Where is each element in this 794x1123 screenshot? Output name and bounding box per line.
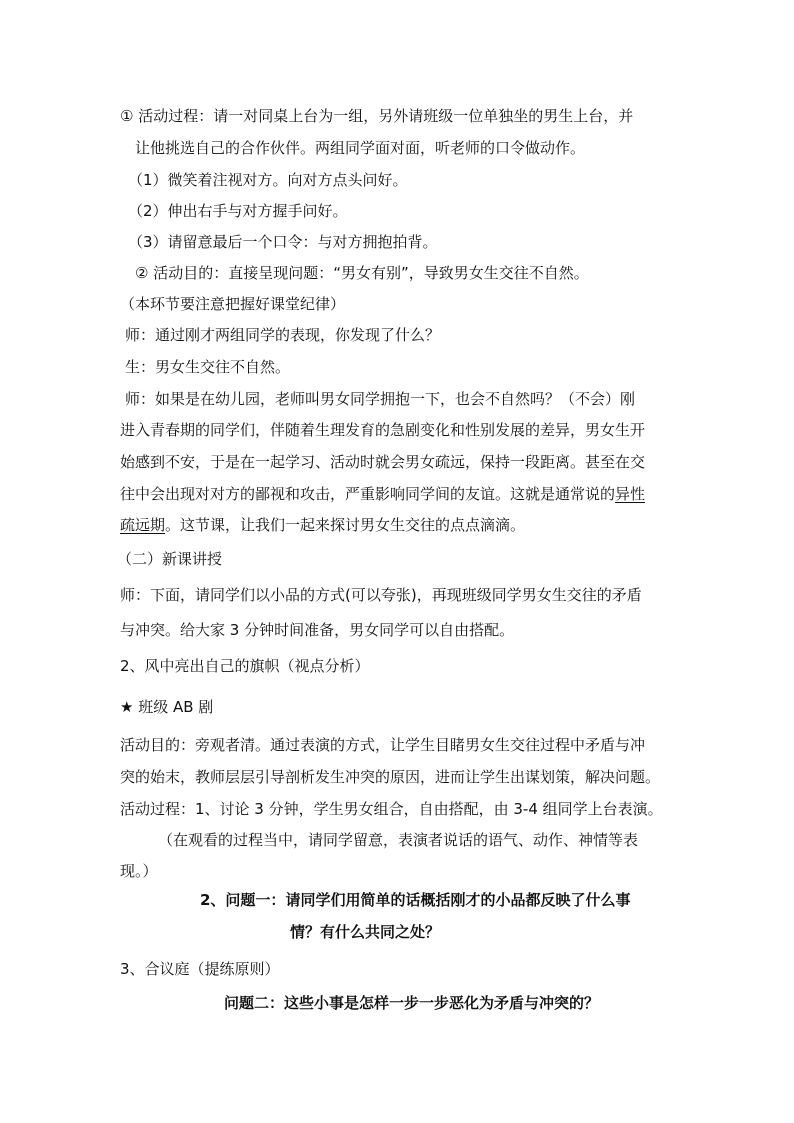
teacher-explanation-line-3: 始感到不安，于是在一起学习、活动时就会男女疏远，保持一段距离。甚至在交 [120, 453, 646, 471]
teacher-instruction-line-1: 师：下面，请同学们以小品的方式(可以夸张)，再现班级同学男女生交往的矛盾 [120, 586, 642, 604]
explanation-text: 往中会出现对对方的鄙视和攻击，严重影响同学间的友谊。这就是通常说的 [120, 485, 616, 503]
teacher-explanation-line-1: 师：如果是在幼儿园，老师叫男女同学拥抱一下，也会不自然吗？（不会）刚 [125, 390, 636, 408]
question-two: 问题二：这些小事是怎样一步一步恶化为矛盾与冲突的？ [224, 994, 600, 1012]
step-3: （3）请留意最后一个口令：与对方拥抱拍背。 [128, 233, 438, 251]
discipline-note: （本环节要注意把握好课堂纪律） [120, 295, 346, 313]
activity-purpose: ② 活动目的：直接呈现问题：“男女有别”，导致男女生交往不自然。 [135, 264, 589, 282]
explanation-text: 。这节课，让我们一起来探讨男女生交往的点点滴滴。 [165, 516, 526, 534]
observation-note-line-2: 现。） [120, 862, 158, 880]
observation-note-line-1: （在观看的过程当中，请同学留意，表演者说话的语气、动作、神情等表 [158, 831, 639, 849]
teacher-explanation-line-5 [120, 515, 525, 535]
teacher-question: 师：通过刚才两组同学的表现，你发现了什么？ [125, 326, 441, 344]
teacher-instruction-line-2: 与冲突。给大家 3 分钟时间准备，男女同学可以自由搭配。 [120, 621, 515, 639]
question-one-line-1: 2、问题一：请同学们用简单的话概括刚才的小品都反映了什么事 [200, 891, 631, 909]
section-heading-new-lesson: （二）新课讲授 [117, 550, 223, 568]
step-1: （1）微笑着注视对方。向对方点头问好。 [128, 171, 408, 189]
section-heading-viewpoint: 2、风中亮出自己的旗帜（视点分析） [120, 657, 370, 675]
activity-procedure: 活动过程：1、讨论 3 分钟，学生男女组合，自由搭配，由 3-4 组同学上台表演。 [120, 800, 663, 818]
student-answer: 生：男女生交往不自然。 [125, 358, 291, 376]
activity-process-line-2: 让他挑选自己的合作伙伴。两组同学面对面，听老师的口令做动作。 [135, 139, 586, 157]
step-2: （2）伸出右手与对方握手问好。 [128, 202, 348, 220]
teacher-explanation-line-2: 进入青春期的同学们，伴随着生理发育的急剧变化和性别发展的差异，男女生开 [120, 421, 646, 439]
activity-goal-line-1: 活动目的：旁观者清。通过表演的方式，让学生目睹男女生交往过程中矛盾与冲 [120, 736, 646, 754]
question-one-line-2: 情？有什么共同之处？ [290, 923, 441, 941]
section-heading-deliberation: 3、合议庭（提练原则） [120, 960, 280, 978]
activity-goal-line-2: 突的始末，教师层层引导剖析发生冲突的原因，进而让学生出谋划策，解决问题。 [120, 768, 661, 786]
teacher-explanation-line-4 [120, 484, 645, 504]
class-ab-drama: ★ 班级 AB 剧 [120, 698, 214, 716]
underlined-term-part-1: 异性 [615, 485, 646, 503]
activity-process-line-1: ① 活动过程：请一对同桌上台为一组，另外请班级一位单独坐的男生上台，并 [120, 107, 634, 125]
underlined-term-part-2: 疏远期 [120, 516, 166, 534]
